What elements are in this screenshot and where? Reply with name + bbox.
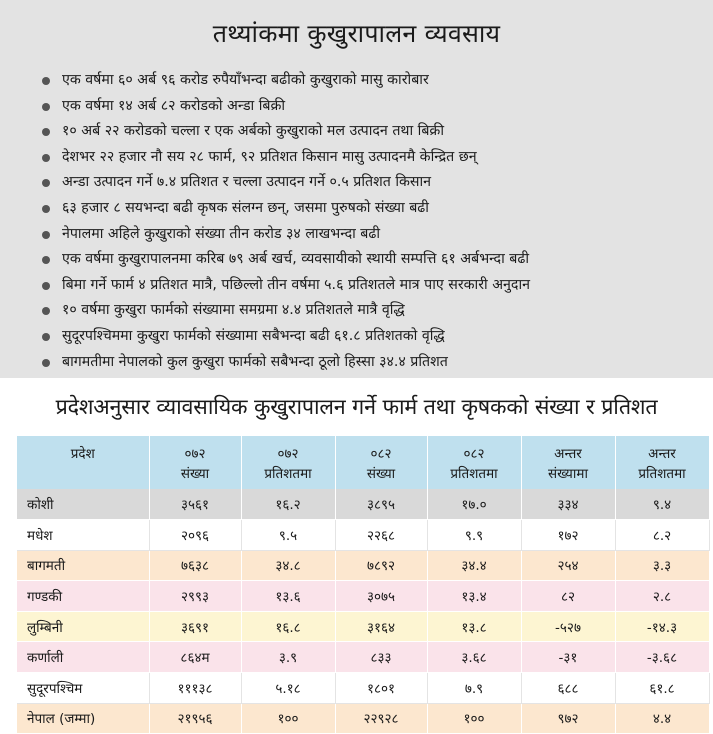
facts-list: [0, 68, 713, 375]
cell: २२९२८: [335, 703, 427, 734]
fact-item: [40, 247, 713, 273]
cell: ६१.८: [615, 673, 709, 704]
cell-province: लुम्बिनी: [17, 611, 149, 642]
fact-text: १० अर्ब २२ करोडको चल्ला र एक अर्बको कुखुराको मल उत्पादन तथा बिक्री: [62, 123, 445, 140]
fact-item: [40, 196, 713, 222]
cell-province: कर्णाली: [17, 642, 149, 673]
bullet-icon: [42, 333, 50, 341]
cell: २०९६: [149, 520, 241, 551]
fact-text: अन्डा उत्पादन गर्ने ७.४ प्रतिशत र चल्ला उत्पादन गर्ने ०.५ प्रतिशत किसान: [62, 174, 432, 191]
header-072-percent: ०७२ प्रतिशतमा: [241, 436, 335, 489]
cell: १७.०: [427, 489, 521, 520]
fact-text: एक वर्षमा १४ अर्ब ८२ करोडको अन्डा बिक्री: [62, 97, 286, 114]
fact-text: एक वर्षमा कुखुरापालनमा करिब ७९ अर्ब खर्च, व्यवसायीको स्थायी सम्पत्ति ६१ अर्बभन्दा बढी: [62, 251, 530, 268]
cell: ३.३: [615, 550, 709, 581]
fact-text: देशभर २२ हजार नौ सय २८ फार्म, ९२ प्रतिशत किसान मासु उत्पादनमै केन्द्रित छन्: [62, 148, 477, 165]
table-row: [17, 581, 709, 612]
header-diff-percent: अन्तर प्रतिशतमा: [615, 436, 709, 489]
bullet-icon: [42, 282, 50, 290]
header-072-count: ०७२ संख्या: [149, 436, 241, 489]
cell: ३३४: [521, 489, 615, 520]
cell: १३.६: [241, 581, 335, 612]
table-row-total: [17, 703, 709, 734]
fact-item: [40, 68, 713, 94]
bullet-icon: [42, 103, 50, 111]
cell: २२६८: [335, 520, 427, 551]
cell: ५.१८: [241, 673, 335, 704]
bullet-icon: [42, 307, 50, 315]
cell: ३.६८: [427, 642, 521, 673]
fact-text: १० वर्षमा कुखुरा फार्मको संख्यामा समग्रमा ४.४ प्रतिशतले मात्रै वृद्धि: [62, 302, 405, 319]
table-row: [17, 489, 709, 520]
cell: १६.२: [241, 489, 335, 520]
cell-province: कोशी: [17, 489, 149, 520]
cell-province: बागमती: [17, 550, 149, 581]
cell: १००: [427, 703, 521, 734]
fact-item: [40, 119, 713, 145]
cell: ३६९१: [149, 611, 241, 642]
cell: -३१: [521, 642, 615, 673]
fact-text: नेपालमा अहिले कुखुराको संख्या तीन करोड ३४ लाखभन्दा बढी: [62, 225, 381, 242]
table-row: [17, 520, 709, 551]
cell: १६.८: [241, 611, 335, 642]
cell: १३.४: [427, 581, 521, 612]
cell: -३.६८: [615, 642, 709, 673]
header-diff-count: अन्तर संख्यामा: [521, 436, 615, 489]
fact-item: [40, 170, 713, 196]
cell: २.८: [615, 581, 709, 612]
cell: १८०१: [335, 673, 427, 704]
bullet-icon: [42, 154, 50, 162]
cell: -५२७: [521, 611, 615, 642]
header-province: प्रदेश: [17, 436, 149, 489]
fact-item: [40, 145, 713, 171]
province-table: [17, 436, 710, 734]
cell: १७२: [521, 520, 615, 551]
province-table-wrapper: [17, 436, 709, 734]
cell-province: नेपाल (जम्मा): [17, 703, 149, 734]
fact-text: ६३ हजार ८ सयभन्दा बढी कृषक संलग्न छन्, जसमा पुरुषको संख्या बढी: [62, 199, 429, 216]
cell: ३८९५: [335, 489, 427, 520]
cell: ९.९: [427, 520, 521, 551]
header-082-count: ०८२ संख्या: [335, 436, 427, 489]
cell: -१४.३: [615, 611, 709, 642]
bullet-icon: [42, 77, 50, 85]
cell: ७८९२: [335, 550, 427, 581]
bullet-icon: [42, 205, 50, 213]
bullet-icon: [42, 231, 50, 239]
cell: १००: [241, 703, 335, 734]
fact-text: सुदूरपश्चिममा कुखुरा फार्मको संख्यामा सबैभन्दा बढी ६१.८ प्रतिशतको वृद्धि: [62, 327, 445, 344]
cell: ७.९: [427, 673, 521, 704]
fact-item: [40, 222, 713, 248]
bullet-icon: [42, 256, 50, 264]
cell: २१९५६: [149, 703, 241, 734]
cell: ८६४म: [149, 642, 241, 673]
cell: ६८८: [521, 673, 615, 704]
cell: ९.५: [241, 520, 335, 551]
cell: ३५६१: [149, 489, 241, 520]
cell: १११३८: [149, 673, 241, 704]
fact-item: [40, 350, 713, 376]
table-row: [17, 550, 709, 581]
fact-item: [40, 324, 713, 350]
bullet-icon: [42, 359, 50, 367]
fact-item: [40, 273, 713, 299]
table-header-row: [17, 436, 709, 489]
fact-text: बागमतीमा नेपालको कुल कुखुरा फार्मको सबैभन्दा ठूलो हिस्सा ३४.४ प्रतिशत: [62, 353, 448, 370]
cell: ९.४: [615, 489, 709, 520]
fact-text: बिमा गर्ने फार्म ४ प्रतिशत मात्रै, पछिल्लो तीन वर्षमा ५.६ प्रतिशतले मात्र पाए सरकारी अनुदान: [62, 276, 530, 293]
facts-title: तथ्यांकमा कुखुरापालन व्यवसाय: [212, 19, 501, 48]
cell: २९९३: [149, 581, 241, 612]
cell: ८२: [521, 581, 615, 612]
cell: ८३३: [335, 642, 427, 673]
cell: ८.२: [615, 520, 709, 551]
table-row: [17, 611, 709, 642]
fact-text: एक वर्षमा ६० अर्ब ९६ करोड रुपैयाँभन्दा बढीको कुखुराको मासु कारोबार: [62, 72, 429, 88]
cell: ९७२: [521, 703, 615, 734]
table-row: [17, 642, 709, 673]
header-082-percent: ०८२ प्रतिशतमा: [427, 436, 521, 489]
cell: ७६३८: [149, 550, 241, 581]
cell: २५४: [521, 550, 615, 581]
cell: ३४.८: [241, 550, 335, 581]
bullet-icon: [42, 179, 50, 187]
cell: ३०७५: [335, 581, 427, 612]
cell-province: सुदूरपश्चिम: [17, 673, 149, 704]
cell: १३.८: [427, 611, 521, 642]
table-title: प्रदेशअनुसार व्यावसायिक कुखुरापालन गर्ने फार्म तथा कृषकको संख्या र प्रतिशत: [55, 395, 658, 420]
cell-province: गण्डकी: [17, 581, 149, 612]
fact-item: [40, 298, 713, 324]
bullet-icon: [42, 128, 50, 136]
cell-province: मधेश: [17, 520, 149, 551]
cell: ३.९: [241, 642, 335, 673]
cell: ३४.४: [427, 550, 521, 581]
table-row: [17, 673, 709, 704]
cell: ४.४: [615, 703, 709, 734]
cell: ३१६४: [335, 611, 427, 642]
fact-item: [40, 94, 713, 120]
